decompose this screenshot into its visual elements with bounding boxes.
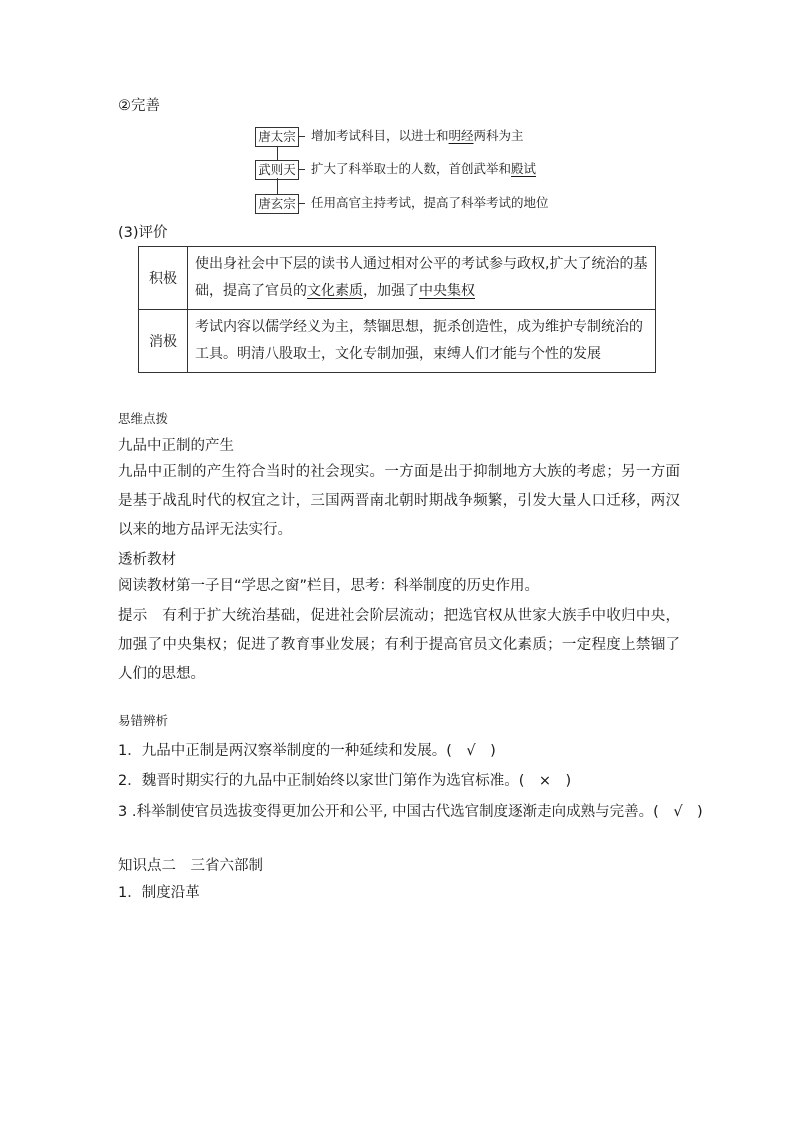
error-item-2: 2．魏晋时期实行的九品中正制始终以家世门第作为选官标准。( × ) bbox=[118, 773, 572, 789]
thinking-subheading: 九品中正制的产生 bbox=[118, 438, 234, 454]
evaluation-row-positive bbox=[139, 247, 656, 310]
emperor-desc-taizong: 增加考试科目，以进士和明经两科为主 bbox=[311, 128, 524, 143]
thinking-body: 九品中正制的产生符合当时的社会现实。一方面是出于抑制地方大族的考虑；另一方面是基于战乱时代的权宜之计，三国两晋南北朝时期战争频繁，引发大量人口迁移，两汉以来的地方品评无法实行。 bbox=[118, 464, 680, 538]
evaluation-text-positive: 使出身社会中下层的读书人通过相对公平的考试参与政权,扩大了统治的基础，提高了官员的文化素质，加强了中央集权 bbox=[188, 247, 656, 310]
evaluation-row-negative bbox=[139, 310, 656, 373]
section-perfect-heading: ②完善 bbox=[118, 98, 160, 114]
evaluation-label-positive: 积极 bbox=[139, 247, 188, 310]
error-item-3: 3 .科举制使官员选拔变得更加公开和公平, 中国古代选官制度逐渐走向成熟与完善。( √ ) bbox=[118, 804, 703, 820]
error-item-1: 1．九品中正制是两汉察举制度的一种延续和发展。( √ ) bbox=[118, 743, 496, 759]
textbook-question: 阅读教材第一子目“学思之窗”栏目，思考：科举制度的历史作用。 bbox=[118, 578, 540, 594]
flow-connector-1 bbox=[277, 146, 278, 160]
evaluation-heading: (3)评价 bbox=[118, 225, 168, 241]
textbook-heading: 透析教材 bbox=[118, 552, 176, 568]
evaluation-label-negative: 消极 bbox=[139, 310, 188, 373]
evaluation-table bbox=[138, 246, 656, 373]
hint-label: 提示 bbox=[118, 608, 148, 624]
emperor-box-wuzetian: 武则天 bbox=[255, 160, 299, 180]
knowledge-item-1: 1．制度沿革 bbox=[118, 885, 200, 901]
evaluation-text-negative: 考试内容以儒学经义为主，禁锢思想，扼杀创造性，成为维护专制统治的工具。明清八股取士，文化专制加强，束缚人们才能与个性的发展 bbox=[188, 310, 656, 373]
emperor-desc-xuanzong: 任用高官主持考试，提高了科举考试的地位 bbox=[311, 195, 549, 210]
hint-text: 有利于扩大统治基础，促进社会阶层流动；把选官权从世家大族手中收归中央，加强了中央集权；促进了教育事业发展；有利于提高官员文化素质；一定程度上禁锢了人们的思想。 bbox=[118, 608, 681, 682]
thinking-heading: 思维点拨 bbox=[118, 411, 169, 426]
emperor-desc-wuzetian: 扩大了科举取士的人数，首创武举和殿试 bbox=[311, 161, 537, 176]
emperor-box-taizong: 唐太宗 bbox=[255, 127, 299, 147]
flow-connector-2 bbox=[277, 178, 278, 194]
flow-dash-3 bbox=[298, 203, 305, 204]
flow-dash-2 bbox=[298, 169, 305, 170]
knowledge-heading: 知识点二 三省六部制 bbox=[118, 858, 263, 874]
flow-dash-1 bbox=[298, 136, 305, 137]
emperor-box-xuanzong: 唐玄宗 bbox=[255, 194, 299, 214]
errors-heading: 易错辨析 bbox=[118, 713, 169, 728]
textbook-hint bbox=[118, 602, 680, 689]
